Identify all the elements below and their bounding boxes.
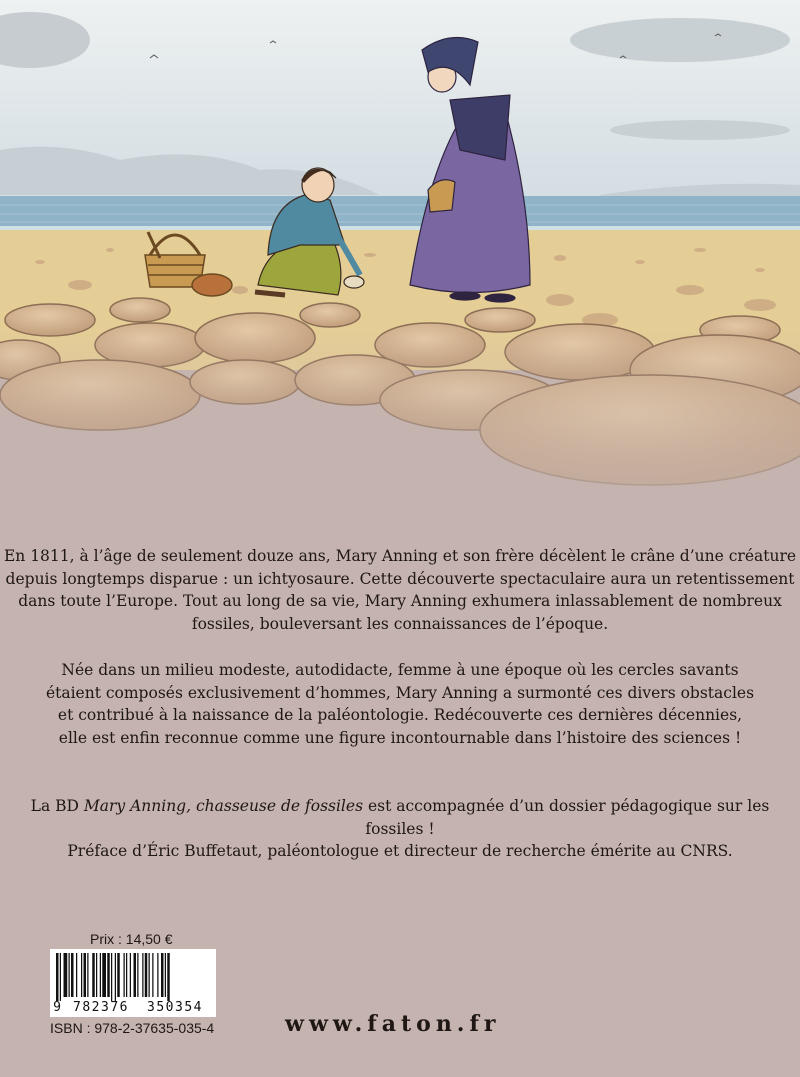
barcode-digits-right: 350354 xyxy=(147,999,203,1015)
barcode-bar xyxy=(107,953,110,997)
book-title: Mary Anning, chasseuse de fossiles xyxy=(83,797,364,815)
fade xyxy=(0,330,800,560)
barcode-bar xyxy=(115,953,116,1001)
barcode-bar xyxy=(124,953,125,997)
barcode-bar xyxy=(102,953,106,997)
sea xyxy=(0,196,800,230)
barcode-digits xyxy=(50,999,216,1015)
barcode-bar xyxy=(111,953,112,1001)
text-line: Née dans un milieu modeste, autodidacte, femme à une époque où les cercles savants xyxy=(61,661,739,679)
cloud xyxy=(570,18,790,62)
barcode-bar xyxy=(165,953,166,997)
barcode-bar xyxy=(100,953,101,997)
barcode-bar xyxy=(76,953,77,997)
text-line: Préface d’Éric Buffetaut, paléontologue et directeur de recherche émérite au CNRS. xyxy=(67,842,733,860)
barcode-bar xyxy=(145,953,148,997)
text-line: dans toute l’Europe. Tout au long de sa vie, Mary Anning exhumera inlassablement de nombreux xyxy=(18,592,782,610)
barcode-bar xyxy=(71,953,74,997)
barcode-bar xyxy=(81,953,82,997)
price-label: Prix : 14,50 € xyxy=(90,931,173,947)
text-line: fossiles, bouleversant les connaissances de l’époque. xyxy=(191,614,609,633)
barcode-bar xyxy=(126,953,127,997)
barcode-digits-left: 782376 xyxy=(73,999,129,1015)
preface-paragraph xyxy=(0,840,800,863)
text-span: est accompagnée d’un dossier pédagogique sur les fossiles ! xyxy=(363,797,770,838)
text-line: elle est enfin reconnue comme une figure incontournable dans l’histoire des sciences ! xyxy=(58,728,742,747)
barcode-bar xyxy=(69,953,70,997)
text-line: et contribué à la naissance de la paléontologie. Redécouverte ces dernières décennies, xyxy=(57,706,743,724)
barcode-bar xyxy=(134,953,137,997)
barcode-bar xyxy=(149,953,150,997)
text-span: La BD xyxy=(30,797,84,815)
website-url: www.faton.fr xyxy=(285,1011,501,1037)
barcode-bar xyxy=(152,953,153,997)
barcode-digit-first: 9 xyxy=(53,999,61,1015)
barcode-bar xyxy=(161,953,164,997)
barcode-bar xyxy=(142,953,143,997)
barcode-bar xyxy=(117,953,120,997)
text-line: étaient composés exclusivement d’hommes, Mary Anning a surmonté ces divers obstacles xyxy=(45,683,755,702)
barcode-bar xyxy=(56,953,59,1001)
barcode-bar xyxy=(167,953,170,1001)
biography-paragraph xyxy=(0,659,800,749)
barcode-bars xyxy=(50,949,216,1001)
cloud xyxy=(610,120,790,140)
text-line: depuis longtemps disparue : un ichtyosaure. Cette découverte spectaculaire aura un retentissement xyxy=(5,569,795,588)
barcode-bar xyxy=(157,953,158,997)
barcode xyxy=(50,949,216,1017)
barcode-bar xyxy=(92,953,95,997)
barcode-bar xyxy=(64,953,68,997)
barcode-bar xyxy=(130,953,131,997)
barcode-bar xyxy=(137,953,138,997)
text-line: En 1811, à l’âge de seulement douze ans, Mary Anning et son frère décèlent le crâne d’une créature xyxy=(3,547,797,565)
isbn-label: ISBN : 978-2-37635-035-4 xyxy=(50,1020,215,1036)
barcode-bar xyxy=(96,953,97,997)
summary-paragraph xyxy=(0,545,800,635)
dossier-paragraph xyxy=(0,795,800,840)
barcode-bar xyxy=(60,953,61,1001)
barcode-bar xyxy=(84,953,87,997)
barcode-bar xyxy=(87,953,88,997)
